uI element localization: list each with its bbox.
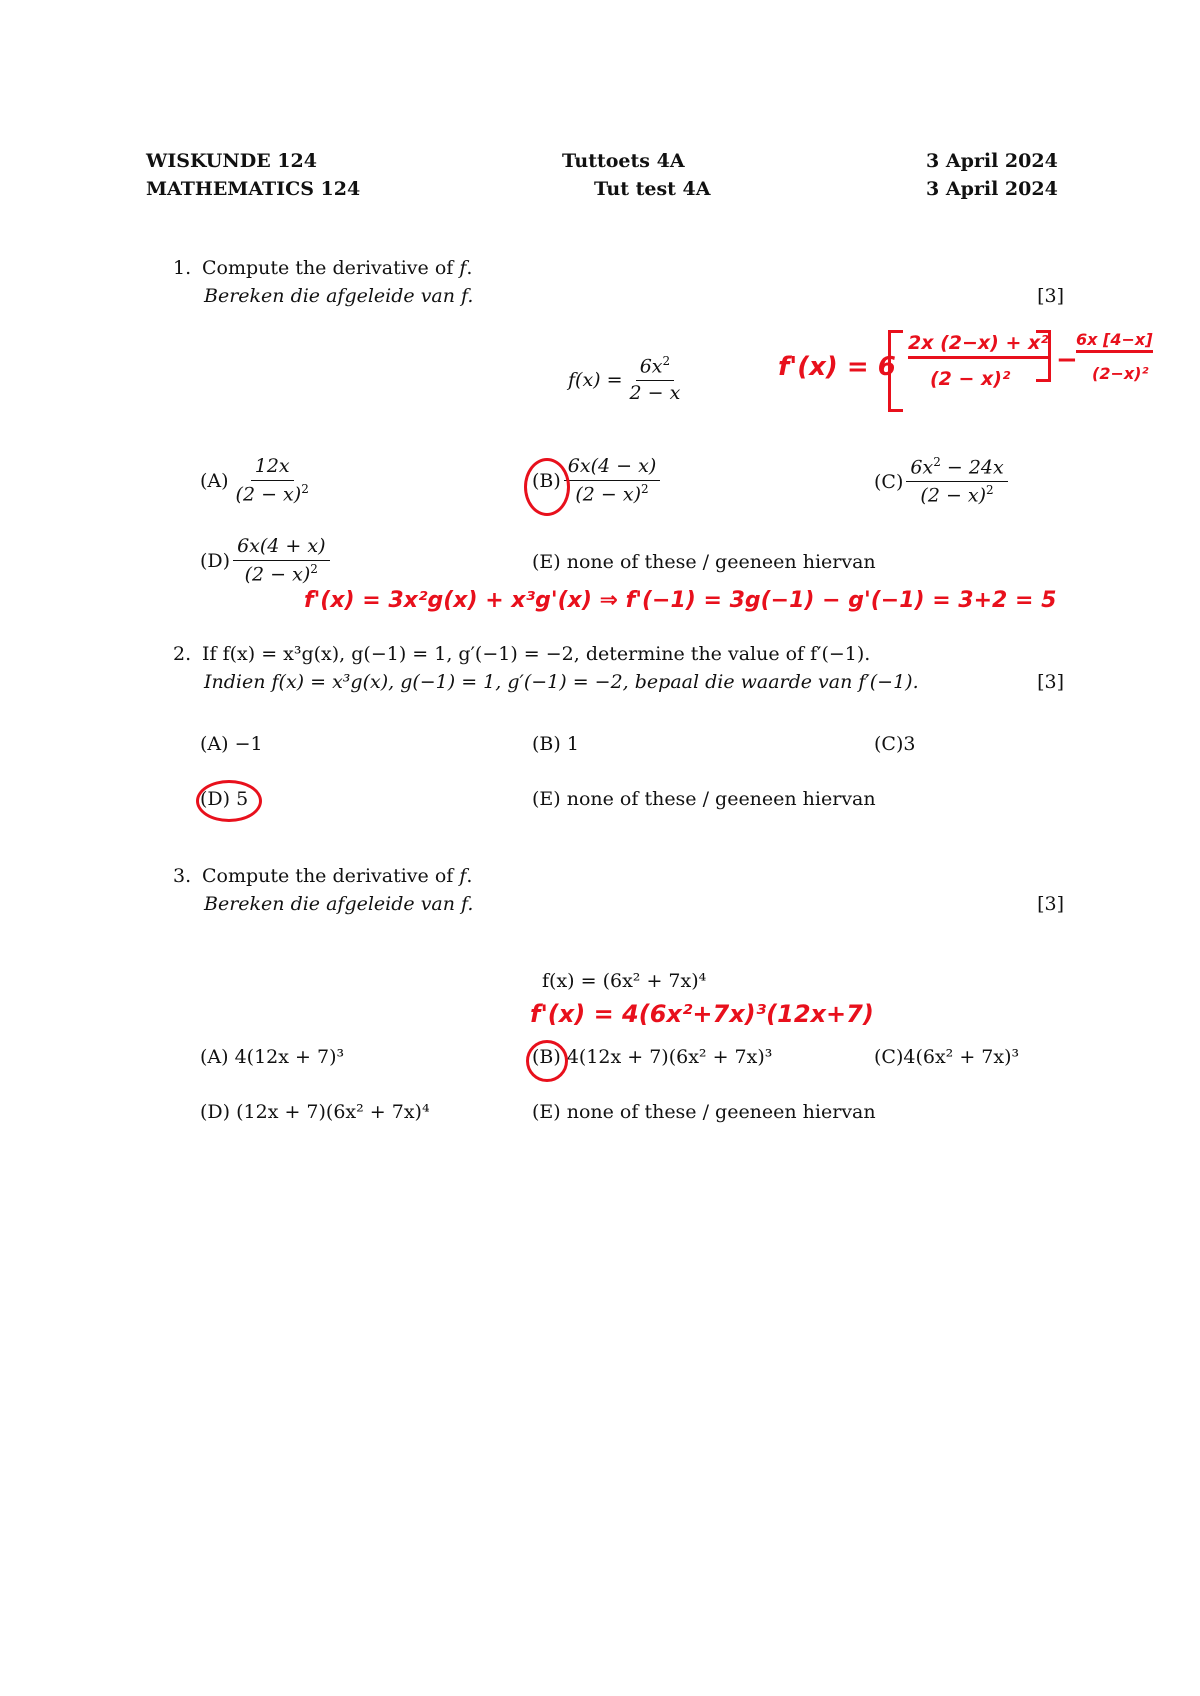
q3-formula: f(x) = (6x² + 7x)⁴ [542, 970, 707, 992]
date-en: 3 April 2024 [926, 178, 1058, 200]
q2-option-e[interactable]: (E) none of these / geeneen hiervan [532, 788, 876, 810]
q1-option-c[interactable]: (C) $\frac{6x^2 - 24x}{(2 - x)^2}$ [874, 456, 1011, 507]
q1-option-b[interactable]: (B) $\frac{6x(4 - x)}{(2 - x)^2}$ [532, 456, 663, 506]
q2-option-a[interactable]: (A) −1 [200, 733, 263, 755]
q3-option-a[interactable]: (A) 4(12x + 7)³ [200, 1046, 345, 1068]
q1-handwriting-bracket-den: (2 − x)² [930, 368, 1011, 390]
q2-marks: [3] [1037, 671, 1064, 693]
q1-left-bracket [888, 330, 903, 412]
q1-number: 1. [173, 257, 192, 279]
q3-prompt-en: Compute the derivative of f. [202, 865, 473, 887]
q2-option-c[interactable]: (C)3 [874, 733, 916, 755]
q3-marks: [3] [1037, 893, 1064, 915]
q1-marks: [3] [1037, 285, 1064, 307]
q3-answer-circle [526, 1040, 568, 1082]
q3-handwriting: f'(x) = 4(6x²+7x)³(12x+7) [530, 1000, 874, 1028]
q2-handwriting: f'(x) = 3x²g(x) + x³g'(x) ⇒ f'(−1) = 3g(−1) − g'(−1) = 3+2 = 5 [304, 588, 1057, 613]
q3-option-d[interactable]: (D) (12x + 7)(6x² + 7x)⁴ [200, 1101, 430, 1123]
q3-number: 3. [173, 865, 192, 887]
q1-handwriting-bracket-num: 2x (2−x) + x² [908, 332, 1049, 359]
q1-handwriting-rhs-den: (2−x)² [1092, 364, 1149, 383]
q1-option-a[interactable]: (A) $\frac{12x}{(2 - x)^2}$ [200, 455, 309, 506]
course-title-af: WISKUNDE 124 [146, 150, 317, 172]
q2-answer-circle [196, 780, 262, 822]
q2-prompt-en: If f(x) = x³g(x), g(−1) = 1, g′(−1) = −2, determine the value of f′(−1). [202, 643, 871, 665]
q3-option-e[interactable]: (E) none of these / geeneen hiervan [532, 1101, 876, 1123]
q1-handwriting-minus: − [1056, 345, 1078, 375]
test-title-en: Tut test 4A [594, 178, 711, 200]
q1-option-d[interactable]: (D) $\frac{6x(4 + x)}{(2 - x)^2}$ [200, 536, 333, 586]
q3-option-b[interactable]: (B) 4(12x + 7)(6x² + 7x)³ [532, 1046, 773, 1068]
date-af: 3 April 2024 [926, 150, 1058, 172]
q3-option-c[interactable]: (C)4(6x² + 7x)³ [874, 1046, 1020, 1068]
q2-option-b[interactable]: (B) 1 [532, 733, 579, 755]
q1-handwriting-lhs: f'(x) = 6 [778, 352, 896, 382]
q1-formula: f(x) = $\frac{6x^2}{2 - x}$ [568, 354, 681, 405]
course-title-en: MATHEMATICS 124 [146, 178, 361, 200]
q2-option-d[interactable]: (D) 5 [200, 788, 249, 810]
q2-prompt-af: Indien f(x) = x³g(x), g(−1) = 1, g′(−1) = −2, bepaal die waarde van f′(−1). [204, 671, 919, 693]
q1-handwriting-rhs-num: 6x [4−x] [1076, 330, 1153, 353]
q1-prompt-af: Bereken die afgeleide van f. [204, 285, 474, 307]
q1-prompt-en: Compute the derivative of f. [202, 257, 473, 279]
q3-prompt-af: Bereken die afgeleide van f. [204, 893, 474, 915]
q2-number: 2. [173, 643, 192, 665]
q1-option-e[interactable]: (E) none of these / geeneen hiervan [532, 551, 876, 573]
q1-answer-circle [524, 458, 570, 516]
test-title-af: Tuttoets 4A [562, 150, 685, 172]
